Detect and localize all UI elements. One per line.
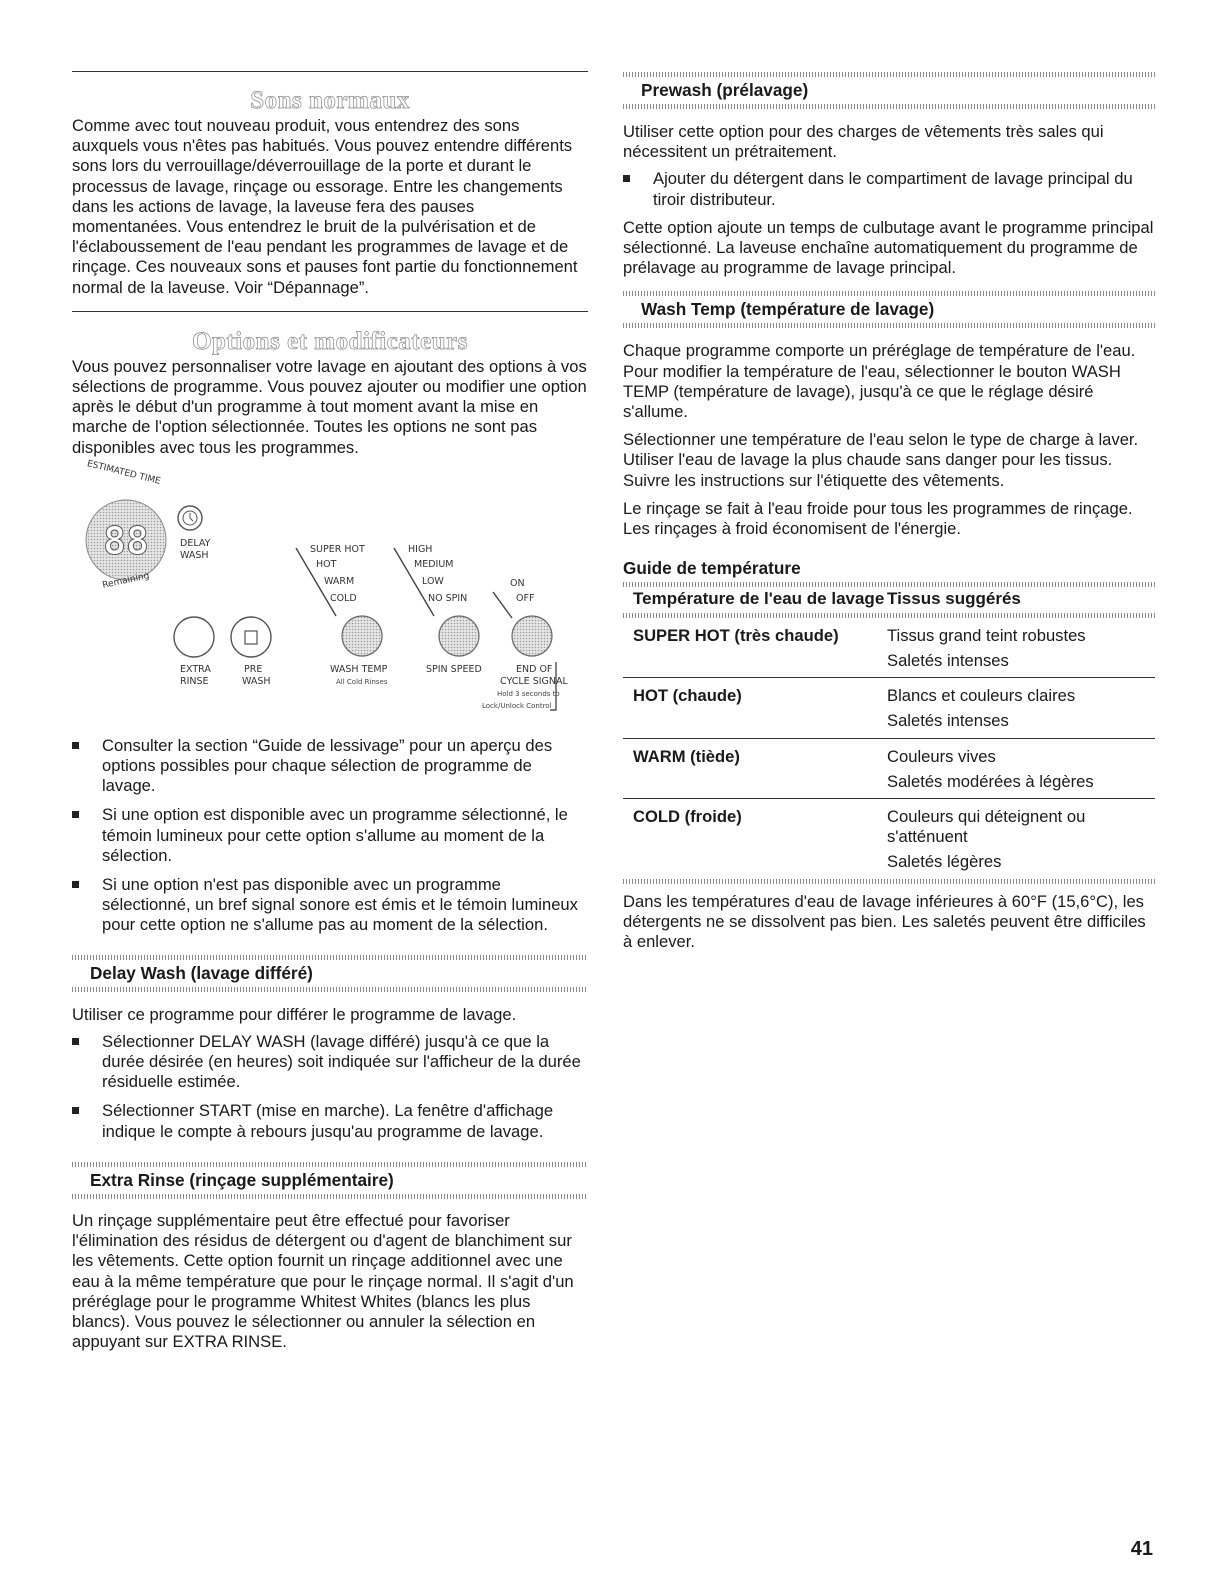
delay-wash-bullets — [72, 1032, 588, 1142]
hatch-rule — [623, 613, 1155, 618]
options-bullet-list — [72, 736, 588, 936]
hatch-rule — [72, 1162, 588, 1167]
temp-cell: SUPER HOT (très chaude) — [623, 618, 887, 678]
sons-normaux-text: Comme avec tout nouveau produit, vous entendrez des sons auxquels vous n'êtes pas habitués. Vous pouvez entendre différents sons lors du verrouillage/déverrouillage de la porte et durant le processus de lavage, rinçage ou essorage. Entre les changements dans les actions de lavage, la laveuse fera des pauses momentanées. Vous entendrez le bruit de la pulvérisation et de l'éclaboussement de l'eau pendant les programmes de lavage et de rinçage. Ces nouveaux sons et pauses font partie du fonctionnement normal de la laveuse. Voir “Dépannage”. — [72, 116, 578, 297]
prewash-text: Cette option ajoute un temps de culbutage avant le programme principal sélectionné. La laveuse enchaîne automatiquement du programme de prélavage au programme de lavage principal. — [623, 217, 1154, 278]
hatch-rule — [623, 323, 1155, 328]
wash-temp-label: WASH TEMP — [330, 663, 388, 675]
options-text: Vous pouvez personnaliser votre lavage en ajoutant des options à vos sélections de programme. Vous pouvez ajouter ou modifier une option après le début d'un programme à tout moment avant la mise en marche de l'option sélectionnée. Toutes les options ne sont pas disponibles avec tous les programmes. — [72, 356, 587, 457]
section-rule — [72, 71, 588, 72]
temperature-guide-heading: Guide de température — [623, 558, 801, 579]
list-item: Sélectionner DELAY WASH (lavage différé) jusqu'à ce que la durée désirée (en heures) soit indiquée sur l'afficheur de la durée résiduelle estimée. — [72, 1032, 588, 1093]
wash-temp-heading: Wash Temp (température de lavage) — [641, 299, 935, 320]
estimated-time-label: ESTIMATED TIME — [85, 458, 162, 487]
column-header: Tissus suggérés — [887, 589, 1021, 609]
hold-seconds-label: Hold 3 seconds to — [497, 689, 560, 698]
soil-cell: Saletés intenses — [887, 711, 1009, 731]
sons-normaux-heading: Sons normaux — [250, 87, 410, 114]
fabric-cell: Couleurs qui déteignent ou s'atténuent — [887, 806, 1086, 847]
pre-label: PRE — [244, 663, 263, 675]
extra-rinse-text: Un rinçage supplémentaire peut être effectué pour favoriser l'élimination des résidus de détergent ou d'agent de blanchiment sur les vêtements. Cette option fournit un rinçage additionnel avec une eau à la même température que pour le rinçage normal. Il s'agit d'un préréglage pour le programme Whitest Whites (blancs les plus blancs). Vous pouvez le sélectionner ou annuler la sélection en appuyant sur EXTRA RINSE. — [72, 1210, 574, 1352]
wash-temp-p1: Chaque programme comporte un préréglage de température de l'eau. Pour modifier la température de l'eau, sélectionner le bouton WASH TEMP (température de lavage), jusqu'à ce que le réglage désiré s'allume. — [623, 341, 1136, 422]
hatch-rule — [72, 955, 588, 960]
temperature-guide-table — [623, 587, 1155, 878]
spin-medium: MEDIUM — [414, 558, 454, 570]
table-row — [623, 678, 1155, 738]
hatch-rule — [623, 291, 1155, 296]
delay-wash-intro: Utiliser ce programme pour différer le programme de lavage. — [72, 1004, 517, 1024]
temp-super-hot: SUPER HOT — [310, 543, 365, 555]
control-panel-illustration — [72, 458, 588, 734]
section-rule — [72, 311, 588, 312]
prewash-bullets — [623, 169, 1155, 209]
temp-cell: HOT (chaude) — [623, 678, 887, 738]
table-header-row — [623, 587, 1155, 613]
temp-cell: COLD (froide) — [633, 806, 742, 826]
lock-unlock-label: Lock/Unlock Control — [482, 701, 552, 710]
prewash-heading: Prewash (prélavage) — [641, 80, 809, 100]
cycle-signal-label: CYCLE SIGNAL — [500, 675, 568, 687]
spin-high: HIGH — [408, 543, 433, 555]
hatch-rule — [72, 987, 588, 992]
fabric-cell: Tissus grand teint robustes — [887, 625, 1086, 645]
hatch-rule — [72, 1194, 588, 1199]
soil-cell: Saletés modérées à légères — [887, 771, 1094, 791]
hatch-rule — [623, 582, 1155, 587]
options-heading: Options et modificateurs — [192, 327, 468, 355]
pre-wash-label: WASH — [242, 675, 271, 687]
temp-hot: HOT — [316, 558, 337, 570]
list-item: Consulter la section “Guide de lessivage” pour un aperçu des options possibles pour chaque sélection de programme de lavage. — [72, 736, 588, 797]
table-row — [623, 798, 1155, 878]
wash-temp-p2: Sélectionner une température de l'eau selon le type de charge à laver. Utiliser l'eau de lavage la plus chaude sans danger pour les tissus. Suivre les instructions sur l'étiquette des vêtements. — [623, 430, 1139, 490]
delay-label: DELAY — [180, 537, 211, 549]
list-item: Sélectionner START (mise en marche). La fenêtre d'affichage indique le compte à rebours jusqu'au programme de lavage. — [72, 1101, 588, 1141]
hatch-rule — [623, 879, 1155, 884]
fabric-cell: Couleurs vives — [887, 746, 996, 766]
left-column — [72, 0, 588, 1352]
signal-off: OFF — [516, 592, 535, 604]
spin-no-spin: NO SPIN — [428, 592, 468, 604]
temp-cold: COLD — [330, 592, 357, 604]
table-row — [623, 618, 1155, 678]
spin-low: LOW — [422, 575, 444, 587]
remaining-label: Remaining — [101, 570, 151, 591]
list-item: Ajouter du détergent dans le compartiment de lavage principal du tiroir distributeur. — [623, 169, 1155, 209]
column-header: Température de l'eau de lavage — [633, 589, 885, 609]
delay-wash-heading: Delay Wash (lavage différé) — [90, 962, 313, 983]
hatch-rule — [623, 104, 1155, 109]
rinse-label: RINSE — [180, 675, 209, 687]
fabric-cell: Blancs et couleurs claires — [887, 686, 1076, 706]
temperature-note: Dans les températures d'eau de lavage inférieures à 60°F (15,6°C), les détergents ne se dissolvent pas bien. Les saletés peuvent être difficiles à enlever. — [623, 891, 1146, 951]
soil-cell: Saletés légères — [887, 852, 1002, 872]
page-number: 41 — [1130, 1538, 1153, 1560]
list-item: Si une option n'est pas disponible avec un programme sélectionné, un bref signal sonore est émis et le témoin lumineux pour cette option ne s'allume pas au moment de la sélection. — [72, 875, 588, 936]
all-cold-rinses-label: All Cold Rinses — [336, 677, 388, 686]
extra-label: EXTRA — [180, 663, 211, 675]
wash-label: WASH — [180, 549, 209, 561]
table-row — [623, 738, 1155, 798]
list-item: Si une option est disponible avec un programme sélectionné, le témoin lumineux pour cette option s'allume au moment de la sélection. — [72, 805, 588, 866]
spin-speed-label: SPIN SPEED — [426, 663, 482, 675]
temp-warm: WARM — [324, 575, 355, 587]
display-digits: 88 — [103, 518, 149, 563]
wash-temp-p3: Le rinçage se fait à l'eau froide pour tous les programmes de rinçage. Les rinçages à froid économisent de l'énergie. — [623, 498, 1133, 539]
signal-on: ON — [510, 577, 525, 589]
hatch-rule — [623, 72, 1155, 77]
soil-cell: Saletés intenses — [887, 650, 1009, 670]
prewash-intro: Utiliser cette option pour des charges de vêtements très sales qui nécessitent un prétraitement. — [623, 122, 1104, 162]
right-column — [623, 0, 1155, 952]
temp-cell: WARM (tiède) — [623, 738, 887, 798]
extra-rinse-heading: Extra Rinse (rinçage supplémentaire) — [90, 1169, 394, 1190]
end-of-label: END OF — [516, 663, 553, 675]
